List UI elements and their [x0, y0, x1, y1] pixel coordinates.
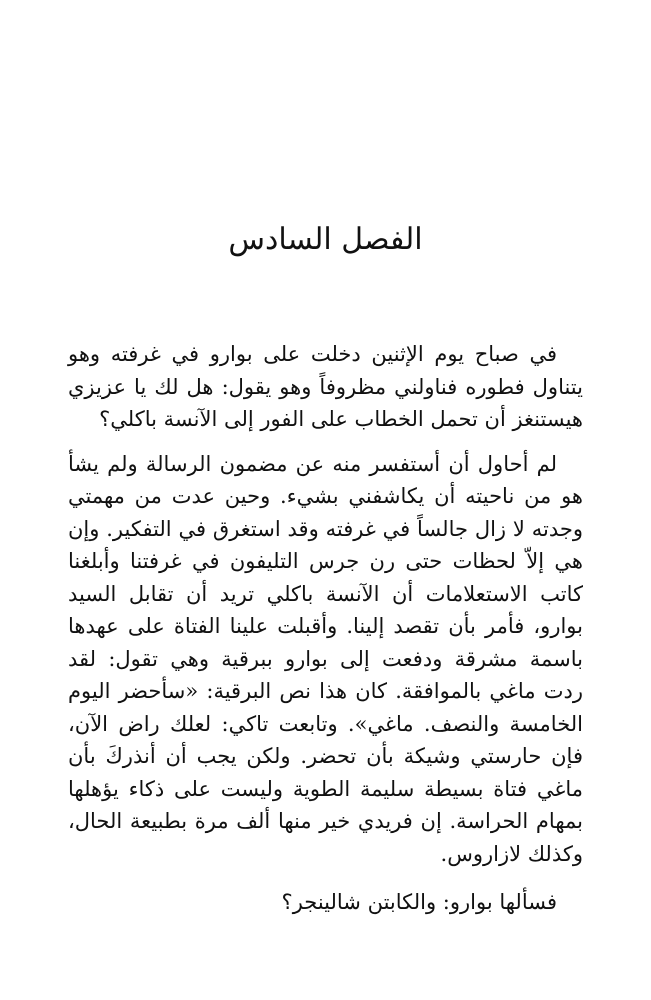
chapter-title: الفصل السادس — [228, 222, 423, 257]
chapter-body — [68, 338, 583, 931]
paragraph-1: في صباح يوم الإثنين دخلت على بوارو في غرفته وهو يتناول فطوره فناولني مظروفاً وهو يقول: هل لك يا عزيزي هيستنغز أن تحمل الخطاب على الفور إلى الآنسة باكلي؟ — [68, 342, 583, 431]
paragraph-2: لم أحاول أن أستفسر منه عن مضمون الرسالة ولم يشأ هو من ناحيته أن يكاشفني بشيء. وحين عدت من مهمتي وجدته لا زال جالساً في غرفته وقد استغرق في التفكير. وإن هي إلاّ لحظات حتى رن جرس التليفون في غرفتنا وأبلغنا كاتب الاستعلامات أن الآنسة باكلي تريد أن تقابل السيد بوارو، فأمر بأن تقصد إلينا. وأقبلت علينا الفتاة على عهدها باسمة مشرقة ودفعت إلى بوارو ببرقية وهي تقول: لقد ردت ماغي بالموافقة. كان هذا نص البرقية: «سأحضر اليوم الخامسة والنصف. ماغي». وتابعت تاكي: لعلك راض الآن، فإن حارستي وشيكة بأن تحضر. ولكن يجب أن أنذركَ بأن ماغي فتاة بسيطة سليمة الطوية وليست على ذكاء يؤهلها بمهام الحراسة. إن فريدي خير منها ألف مرة بطبيعة الحال، وكذلك لازاروس. — [68, 451, 583, 866]
paragraph-3: فسألها بوارو: والكابتن شالينجر؟ — [281, 890, 557, 914]
